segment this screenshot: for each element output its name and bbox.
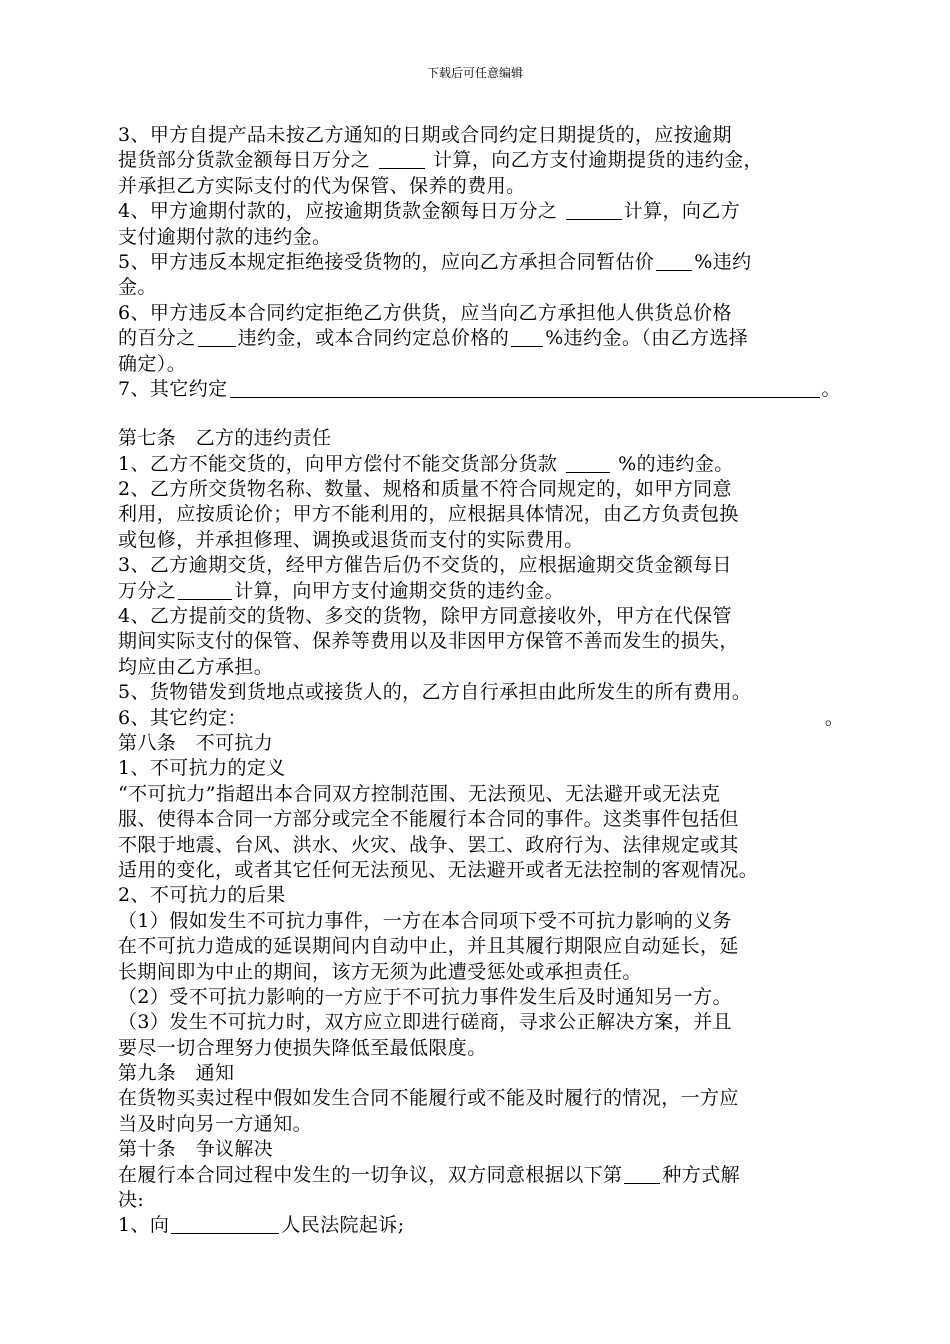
- article-heading: 第九条 通知: [118, 1062, 235, 1085]
- clause-line: 并承担乙方实际支付的代为保管、保养的费用。: [118, 174, 526, 197]
- clause-line: 在履行本合同过程中发生的一切争议，双方同意根据以下第 种方式解: [118, 1163, 741, 1186]
- clause-line: 要尽一切合理努力使损失降低至最低限度。: [118, 1036, 487, 1059]
- clause-line: 在不可抗力造成的延误期间内自动中止，并且其履行期限应自动延长，延: [118, 935, 739, 958]
- clause-line: （3）发生不可抗力时，双方应立即进行磋商，寻求公正解决方案，并且: [118, 1011, 732, 1034]
- clause-line: 确定）。: [118, 352, 187, 375]
- clause-line: 决:: [118, 1189, 145, 1212]
- clause-line: 6、其它约定： 。: [118, 706, 845, 729]
- fill-blank[interactable]: [178, 580, 232, 600]
- clause-line: 或包修，并承担修理、调换或退货而支付的实际费用。: [118, 528, 584, 551]
- clause-line: 利用，应按质论价；甲方不能利用的，应根据具体情况，由乙方负责包换: [118, 503, 739, 526]
- fill-blank[interactable]: [624, 1164, 660, 1184]
- clause-line: 不限于地震、台风、洪水、火灾、战争、罢工、政府行为、法律规定或其: [118, 833, 739, 856]
- clause-line: 3、甲方自提产品未按乙方通知的日期或合同约定日期提货的，应按逾期: [118, 124, 732, 146]
- clause-line: 万分之 计算，向甲方支付逾期交货的违约金。: [118, 579, 565, 602]
- clause-line: 5、货物错发到货地点或接货人的，乙方自行承担由此所发生的所有费用。: [118, 681, 752, 704]
- fill-blank[interactable]: [171, 1214, 279, 1234]
- clause-line: （2）受不可抗力影响的一方应于不可抗力事件发生后及时通知另一方。: [118, 985, 732, 1008]
- clause-line: 4、乙方提前交的货物、多交的货物，除甲方同意接收外，甲方在代保管: [118, 605, 732, 628]
- fill-blank[interactable]: [566, 200, 622, 220]
- clause-line: 均应由乙方承担。: [118, 655, 274, 678]
- page-header: 下载后可任意编辑: [426, 66, 523, 80]
- clause-line: 金。: [118, 276, 157, 299]
- article-heading: 第十条 争议解决: [118, 1138, 274, 1161]
- clause-line: 在货物买卖过程中假如发生合同不能履行或不能及时履行的情况，一方应: [118, 1087, 739, 1110]
- clause-line: 支付逾期付款的违约金。: [118, 225, 332, 248]
- document-body: [118, 123, 848, 1239]
- clause-line: 5、甲方违反本规定拒绝接受货物的，应向乙方承担合同暂估价 %违约: [118, 250, 752, 273]
- clause-line: 1、向 人民法院起诉;: [118, 1214, 405, 1237]
- fill-blank[interactable]: [230, 378, 820, 398]
- clause-line: 2、乙方所交货物名称、数量、规格和质量不符合同规定的，如甲方同意: [118, 478, 732, 501]
- clause-line: 适用的变化，或者其它任何无法预见、无法避开或者无法控制的客观情况。: [118, 858, 759, 881]
- clause-line: 长期间即为中止的期间，该方无须为此遭受惩处或承担责任。: [118, 960, 642, 983]
- article-heading: 第八条 不可抗力: [118, 731, 274, 754]
- clause-line: 的百分之 违约金，或本合同约定总价格的 %违约金。（由乙方选择: [118, 327, 749, 350]
- article-heading: 第七条 乙方的违约责任: [118, 427, 332, 450]
- fill-blank[interactable]: [198, 327, 236, 347]
- clause-line: 期间实际支付的保管、保养等费用以及非因甲方保管不善而发生的损失，: [118, 630, 739, 653]
- fill-blank[interactable]: [566, 453, 610, 473]
- clause-line: 提货部分货款金额每日万分之 计算，向乙方支付逾期提货的违约金，: [118, 149, 763, 172]
- section-gap: [118, 402, 848, 426]
- clause-line: 4、甲方逾期付款的，应按逾期货款金额每日万分之 计算，向乙方: [118, 200, 741, 223]
- clause-line: 1、乙方不能交货的，向甲方偿付不能交货部分货款 %的违约金。: [118, 452, 734, 475]
- fill-blank[interactable]: [656, 251, 692, 271]
- clause-line: （1）假如发生不可抗力事件，一方在本合同项下受不可抗力影响的义务: [118, 909, 732, 932]
- clause-line: 3、乙方逾期交货，经甲方催告后仍不交货的，应根据逾期交货金额每日: [118, 554, 732, 577]
- clause-line: 服、使得本合同一方部分或完全不能履行本合同的事件。这类事件包括但: [118, 808, 739, 831]
- clause-line: 当及时向另一方通知。: [118, 1112, 313, 1135]
- clause-line: 6、甲方违反本合同约定拒绝乙方供货，应当向乙方承担他人供货总价格: [118, 301, 732, 324]
- clause-line: “不可抗力”指超出本合同双方控制范围、无法预见、无法避开或无法克: [118, 782, 721, 805]
- clause-line: 1、不可抗力的定义: [118, 757, 286, 780]
- clause-line: 2、不可抗力的后果: [118, 884, 286, 907]
- fill-blank[interactable]: [511, 327, 543, 347]
- fill-blank[interactable]: [379, 149, 425, 169]
- clause-line: 7、其它约定 。: [118, 377, 841, 400]
